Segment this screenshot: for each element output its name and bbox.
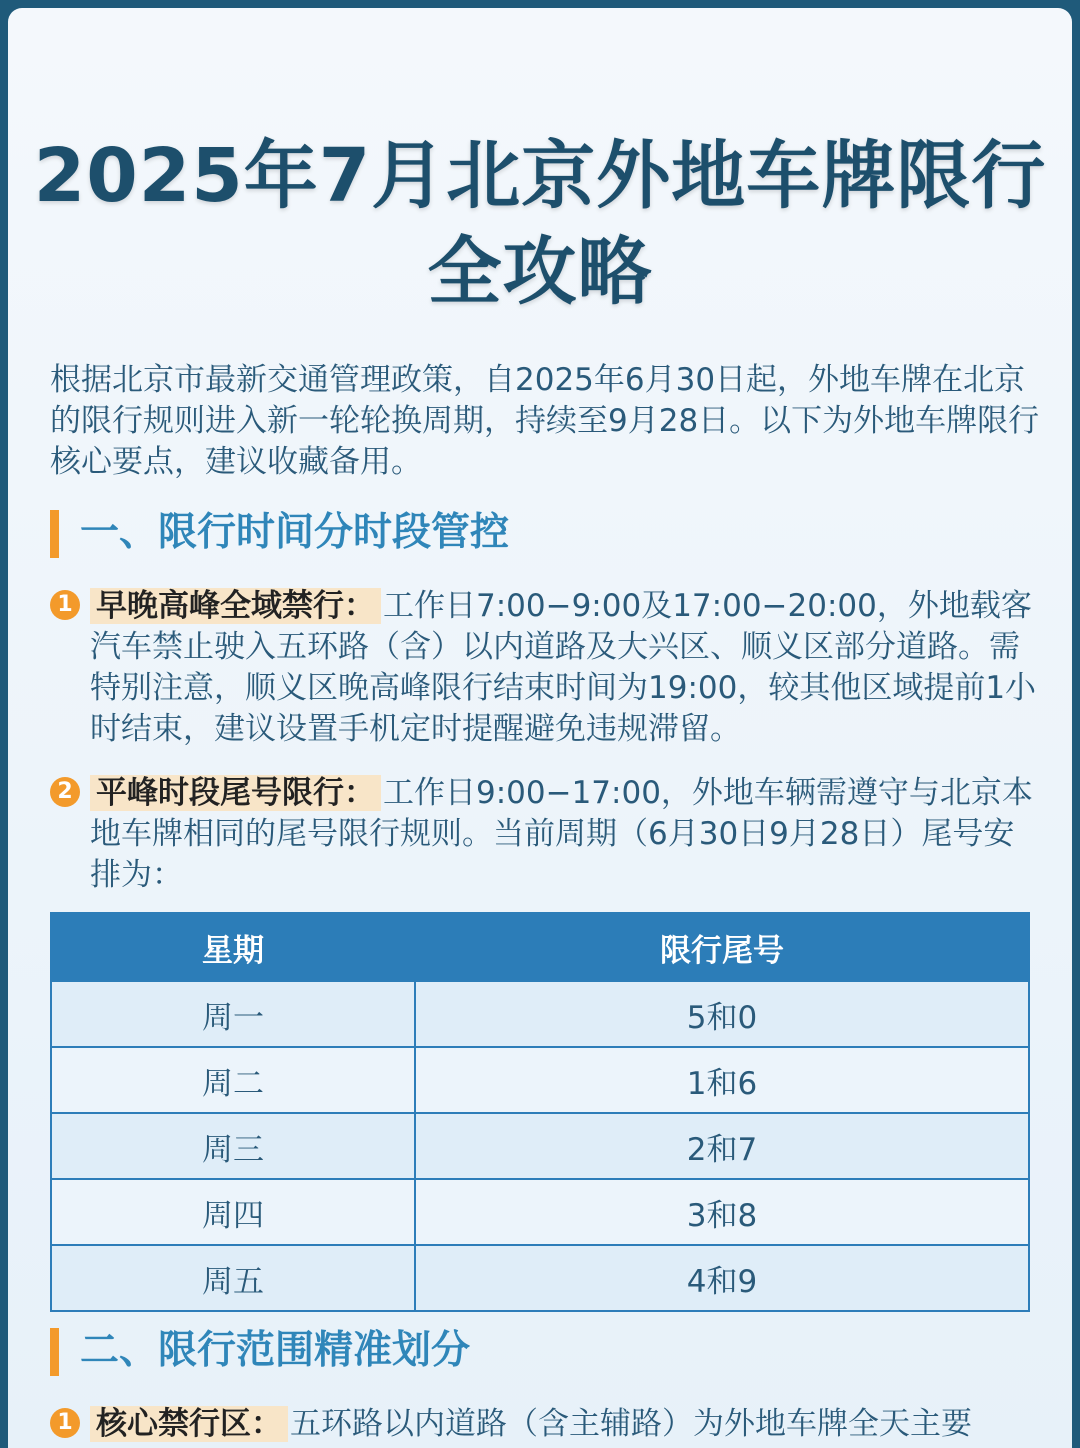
- section-heading-text: 一、限行时间分时段管控: [80, 510, 510, 555]
- list-item-peak-ban: [50, 586, 1040, 750]
- number-badge-1: 1: [50, 1408, 80, 1438]
- page-frame: [8, 8, 1072, 1448]
- list-item-text: 五环路以内道路（含主辅路）为外地车牌全天主要: [290, 1406, 972, 1442]
- page-title: 2025年7月北京外地车牌限行全攻略: [33, 133, 1047, 315]
- list-item-text: 工作日7:00−9:00及17:00−20:00，外地载客汽车禁止驶入五环路（含）以内道路及大兴区、顺义区部分道路。需特别注意，顺义区晚高峰限行结束时间为19:00，较其他区域提前1小时结束，建议设置手机定时提醒避免违规滞留。: [90, 588, 1037, 747]
- table-row: [51, 1047, 1029, 1113]
- list-item-body: [90, 773, 1040, 896]
- highlight-label: 早晚高峰全域禁行：: [90, 588, 381, 624]
- table-cell-tail-number: 3和8: [415, 1179, 1029, 1245]
- table-cell-tail-number: 1和6: [415, 1047, 1029, 1113]
- list-item-body: [90, 586, 1040, 750]
- list-item-core-zone: [50, 1404, 1040, 1445]
- section-accent-bar: [50, 510, 59, 558]
- table-row: [51, 981, 1029, 1047]
- table-row: [51, 1179, 1029, 1245]
- tail-number-table: [50, 912, 1030, 1312]
- table-cell-tail-number: 5和0: [415, 981, 1029, 1047]
- table-header-weekday: 星期: [51, 913, 415, 981]
- table-header-row: [51, 913, 1029, 981]
- section-heading-text: 二、限行范围精准划分: [80, 1328, 471, 1373]
- highlight-label: 平峰时段尾号限行：: [90, 775, 381, 811]
- table-cell-weekday: 周三: [51, 1113, 415, 1179]
- table-row: [51, 1113, 1029, 1179]
- table-cell-weekday: 周五: [51, 1245, 415, 1311]
- list-item-tail-number: [50, 773, 1040, 896]
- table-row: [51, 1245, 1029, 1311]
- section-heading-2: [50, 1326, 1040, 1376]
- list-item-body: [90, 1404, 1040, 1445]
- number-badge-1: 1: [50, 590, 80, 620]
- table-cell-tail-number: 2和7: [415, 1113, 1029, 1179]
- section-heading-1: [50, 508, 1040, 558]
- highlight-label: 核心禁行区：: [90, 1406, 288, 1442]
- intro-paragraph: 根据北京市最新交通管理政策，自2025年6月30日起，外地车牌在北京的限行规则进入新一轮轮换周期，持续至9月28日。以下为外地车牌限行核心要点，建议收藏备用。: [50, 362, 1040, 480]
- table-cell-tail-number: 4和9: [415, 1245, 1029, 1311]
- table-header-tail-number: 限行尾号: [415, 913, 1029, 981]
- table-cell-weekday: 周一: [51, 981, 415, 1047]
- table-cell-weekday: 周四: [51, 1179, 415, 1245]
- table-cell-weekday: 周二: [51, 1047, 415, 1113]
- section-accent-bar: [50, 1328, 59, 1376]
- list-item-text: 工作日9:00−17:00，外地车辆需遵守与北京本地车牌相同的尾号限行规则。当前周期（6月30日9月28日）尾号安排为：: [90, 775, 1033, 893]
- number-badge-2: 2: [50, 777, 80, 807]
